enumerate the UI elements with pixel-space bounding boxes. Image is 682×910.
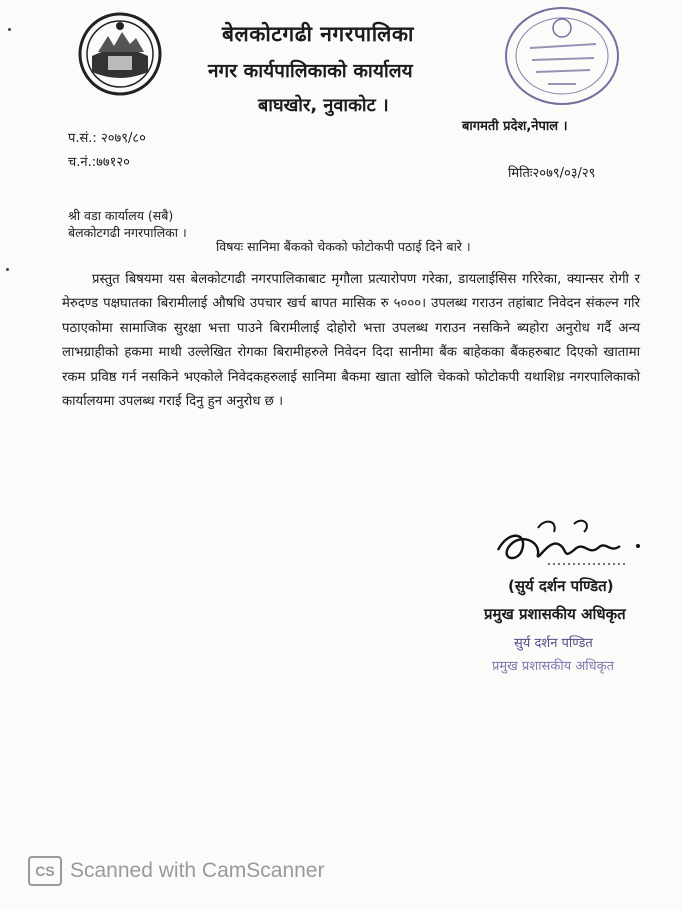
office-address: बाघखोर, नुवाकोट । xyxy=(258,95,389,116)
body-paragraph: प्रस्तुत बिषयमा यस बेलकोटगढी नगरपालिकाबाट मृगौला प्रत्यारोपण गरेका, डायलाईसिस गरिरेका, क्यान्सर रोगी र मेरुदण्ड पक्षघातका बिरामीलाई औषधि उपचार खर्च बापत मासिक रु ५०००। उपलब्ध गराउन तहांबाट निवेदन संकल्न गरि पठाएकोमा सामाजिक सुरक्षा भत्ता पाउने बिरामीलाई दोहोरो भत्ता उपलब्ध गराउन नसकिने ब्यहोरा अनुरोध गर्दै अन्य लाभग्राहीको हकमा माथी उल्लेखित रोगका बिरामीहरुले निवेदन दिदा सानीमा बैंक बाहेकका बैंकहरुबाट दिएको खातामा रकम प्रविष्ठ गर्न नसकिने भएकोले निवेदकहरुलाई सानिमा बैकमा खाता खोलि चेकको फोटोकपी यथाशिध्र नगरपालिकाको कार्यालयमा उपलब्ध गराई दिनु हुन अनुरोध छ । xyxy=(62,272,640,410)
scan-speck xyxy=(8,28,11,31)
subject-line: विषयः सानिमा बैंकको चेकको फोटोकपी पठाई दिने बारे । xyxy=(216,239,471,254)
seal-title: प्रमुख प्रशासकीय अधिकृत xyxy=(492,659,615,674)
letter-date: मितिः२०७९/०३/२९ xyxy=(508,166,596,181)
camscanner-logo-icon: CS xyxy=(28,856,62,886)
signature-mark xyxy=(478,510,648,580)
seal-name: सुर्य दर्शन पण्डित xyxy=(514,636,593,651)
signatory-title: प्रमुख प्रशासकीय अधिकृत xyxy=(484,605,626,623)
municipality-emblem-icon xyxy=(78,12,162,96)
dispatch-number: च.नं.:७७१२० xyxy=(68,155,130,170)
office-stamp-icon xyxy=(500,4,622,108)
office-name: नगर कार्यपालिकाको कार्यालय xyxy=(208,60,413,82)
signatory-name: (सुर्य दर्शन पण्डित) xyxy=(508,577,614,595)
camscanner-watermark xyxy=(28,856,324,886)
watermark-text: Scanned with CamScanner xyxy=(70,859,325,882)
letter-number: प.सं.: २०७९/८० xyxy=(68,131,146,146)
org-name: बेलकोटगढी नगरपालिका xyxy=(222,22,414,46)
province-text: बागमती प्रदेश,नेपाल । xyxy=(462,119,568,134)
recipient-line1: श्री वडा कार्यालय (सबै) xyxy=(68,208,174,223)
recipient-line2: बेलकोटगढी नगरपालिका । xyxy=(68,225,187,240)
scan-speck xyxy=(6,268,9,271)
